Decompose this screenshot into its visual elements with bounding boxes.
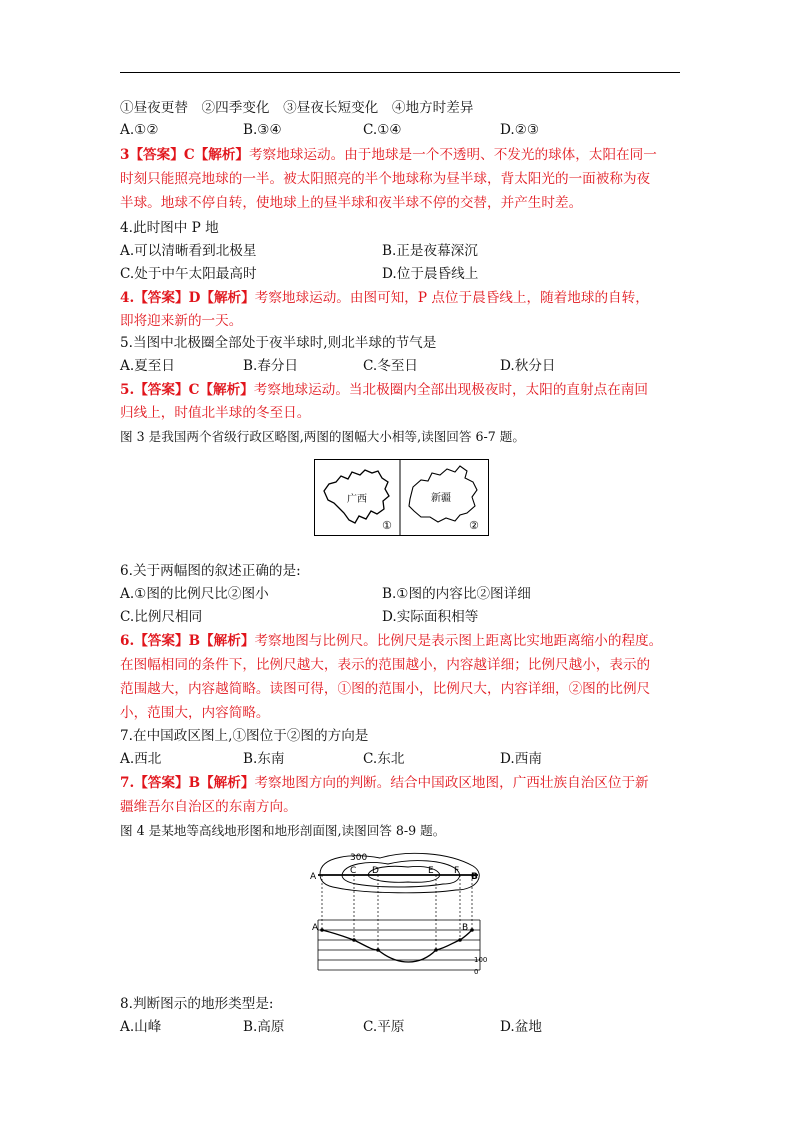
profile-label-a: A	[312, 923, 319, 933]
q3-statements: ①昼夜更替 ②四季变化 ③昼夜长短变化 ④地方时差异	[120, 100, 474, 116]
q4-stem: 4.此时图中 P 地	[120, 220, 219, 236]
fig4-contour-and-profile	[308, 846, 492, 976]
q8-option-b: B.高原	[243, 1019, 285, 1035]
fig3-intro: 图 3 是我国两个省级行政区略图,两图的图幅大小相等,读图回答 6-7 题。	[120, 429, 525, 444]
q4-option-b: B.正是夜幕深沉	[382, 243, 478, 259]
q6-stem: 6.关于两幅图的叙述正确的是:	[120, 563, 301, 579]
profile-grid	[318, 920, 480, 970]
profile-axis-100: 100	[474, 956, 488, 964]
contour-label-e: E	[428, 866, 434, 876]
q5-option-c: C.冬至日	[363, 358, 419, 374]
q6-answer-line3: 范围越大，内容越简略。读图可得，①图的范围小，比例尺大，内容详细，②图的比例尺	[120, 681, 651, 697]
q7-answer-tag: 7.【答案】B【解析】	[120, 775, 255, 791]
profile-axis-0: 0	[474, 968, 479, 976]
terrain-profile-curve	[322, 930, 472, 962]
q7-option-d: D.西南	[500, 751, 542, 767]
q5-option-d: D.秋分日	[500, 358, 556, 374]
q3-option-b: B.③④	[243, 122, 282, 138]
contour-label-d: D	[372, 866, 379, 876]
q3-answer-line1: 3【答案】C【解析】考察地球运动。由于地球是一个不透明、不发光的球体，太阳在同一	[120, 147, 657, 163]
q6-answer-line4: 小，范围大，内容简略。	[120, 705, 270, 721]
q6-option-b: B.①图的内容比②图详细	[382, 586, 531, 602]
q4-option-c: C.处于中午太阳最高时	[120, 266, 257, 282]
fig3-map1-number: ①	[382, 519, 392, 532]
contour-value-300: 300	[350, 853, 368, 863]
contour-label-b: B	[471, 872, 478, 882]
q5-answer-tag: 5.【答案】C【解析】	[120, 382, 254, 398]
fig3-frame	[315, 460, 489, 536]
q5-option-b: B.春分日	[243, 358, 299, 374]
xinjiang-label: 新疆	[431, 493, 451, 504]
q3-answer-tag: 3【答案】C【解析】	[120, 147, 250, 163]
q6-answer-line1: 6.【答案】B【解析】考察地图与比例尺。比例尺是表示图上距离比实地距离缩小的程度。	[120, 633, 663, 649]
q7-answer-line2: 疆维吾尔自治区的东南方向。	[120, 799, 297, 815]
q7-stem: 7.在中国政区图上,①图位于②图的方向是	[120, 728, 369, 744]
q7-option-a: A.西北	[120, 751, 162, 767]
q4-answer-tag: 4.【答案】D【解析】	[120, 290, 255, 306]
q8-stem: 8.判断图示的地形类型是:	[120, 996, 274, 1012]
q4-answer-line2: 即将迎来新的一天。	[120, 313, 243, 329]
q6-answer-line2: 在图幅相同的条件下，比例尺越大，表示的范围越小，内容越详细；比例尺越小，表示的	[120, 657, 651, 673]
contour-middle	[342, 861, 460, 887]
contour-label-a: A	[310, 872, 317, 882]
q3-option-a: A.①②	[120, 122, 159, 138]
q4-option-d: D.位于晨昏线上	[382, 266, 479, 282]
q4-answer-line1: 4.【答案】D【解析】考察地球运动。由图可知，P 点位于晨昏线上，随着地球的自转，	[120, 290, 649, 306]
q8-option-a: A.山峰	[120, 1019, 162, 1035]
contour-label-f: F	[454, 866, 460, 876]
header-rule	[120, 72, 680, 73]
fig3-province-maps	[314, 459, 489, 536]
q3-answer-line3: 半球。地球不停自转，使地球上的昼半球和夜半球不停的交替，并产生时差。	[120, 195, 583, 211]
q3-option-d: D.②③	[500, 122, 540, 138]
q8-option-d: D.盆地	[500, 1019, 542, 1035]
q5-stem: 5.当图中北极圈全部处于夜半球时,则北半球的节气是	[120, 335, 437, 351]
q7-option-c: C.东北	[363, 751, 405, 767]
contour-label-c: C	[350, 866, 357, 876]
profile-label-b: B	[462, 923, 469, 933]
q6-option-a: A.①图的比例尺比②图小	[120, 586, 269, 602]
fig3-map2-number: ②	[469, 519, 479, 532]
guangxi-label: 广西	[347, 494, 367, 505]
q7-option-b: B.东南	[243, 751, 285, 767]
q5-answer-line2: 归线上，时值北半球的冬至日。	[120, 405, 311, 421]
fig4-intro: 图 4 是某地等高线地形图和地形剖面图,读图回答 8-9 题。	[120, 823, 446, 838]
q7-answer-line1: 7.【答案】B【解析】考察地图方向的判断。结合中国政区地图，广西壮族自治区位于新	[120, 775, 649, 791]
q3-option-c: C.①④	[363, 122, 402, 138]
q5-answer-line1: 5.【答案】C【解析】考察地球运动。当北极圈内全部出现极夜时，太阳的直射点在南回	[120, 382, 648, 398]
q6-option-c: C.比例尺相同	[120, 609, 203, 625]
projection-lines	[322, 875, 472, 950]
q3-answer-line2: 时刻只能照亮地球的一半。被太阳照亮的半个地球称为昼半球，背太阳光的一面被称为夜	[120, 171, 651, 187]
q6-answer-tag: 6.【答案】B【解析】	[120, 633, 255, 649]
q5-option-a: A.夏至日	[120, 358, 175, 374]
q8-option-c: C.平原	[363, 1019, 405, 1035]
q4-option-a: A.可以清晰看到北极星	[120, 243, 257, 259]
q6-option-d: D.实际面积相等	[382, 609, 479, 625]
